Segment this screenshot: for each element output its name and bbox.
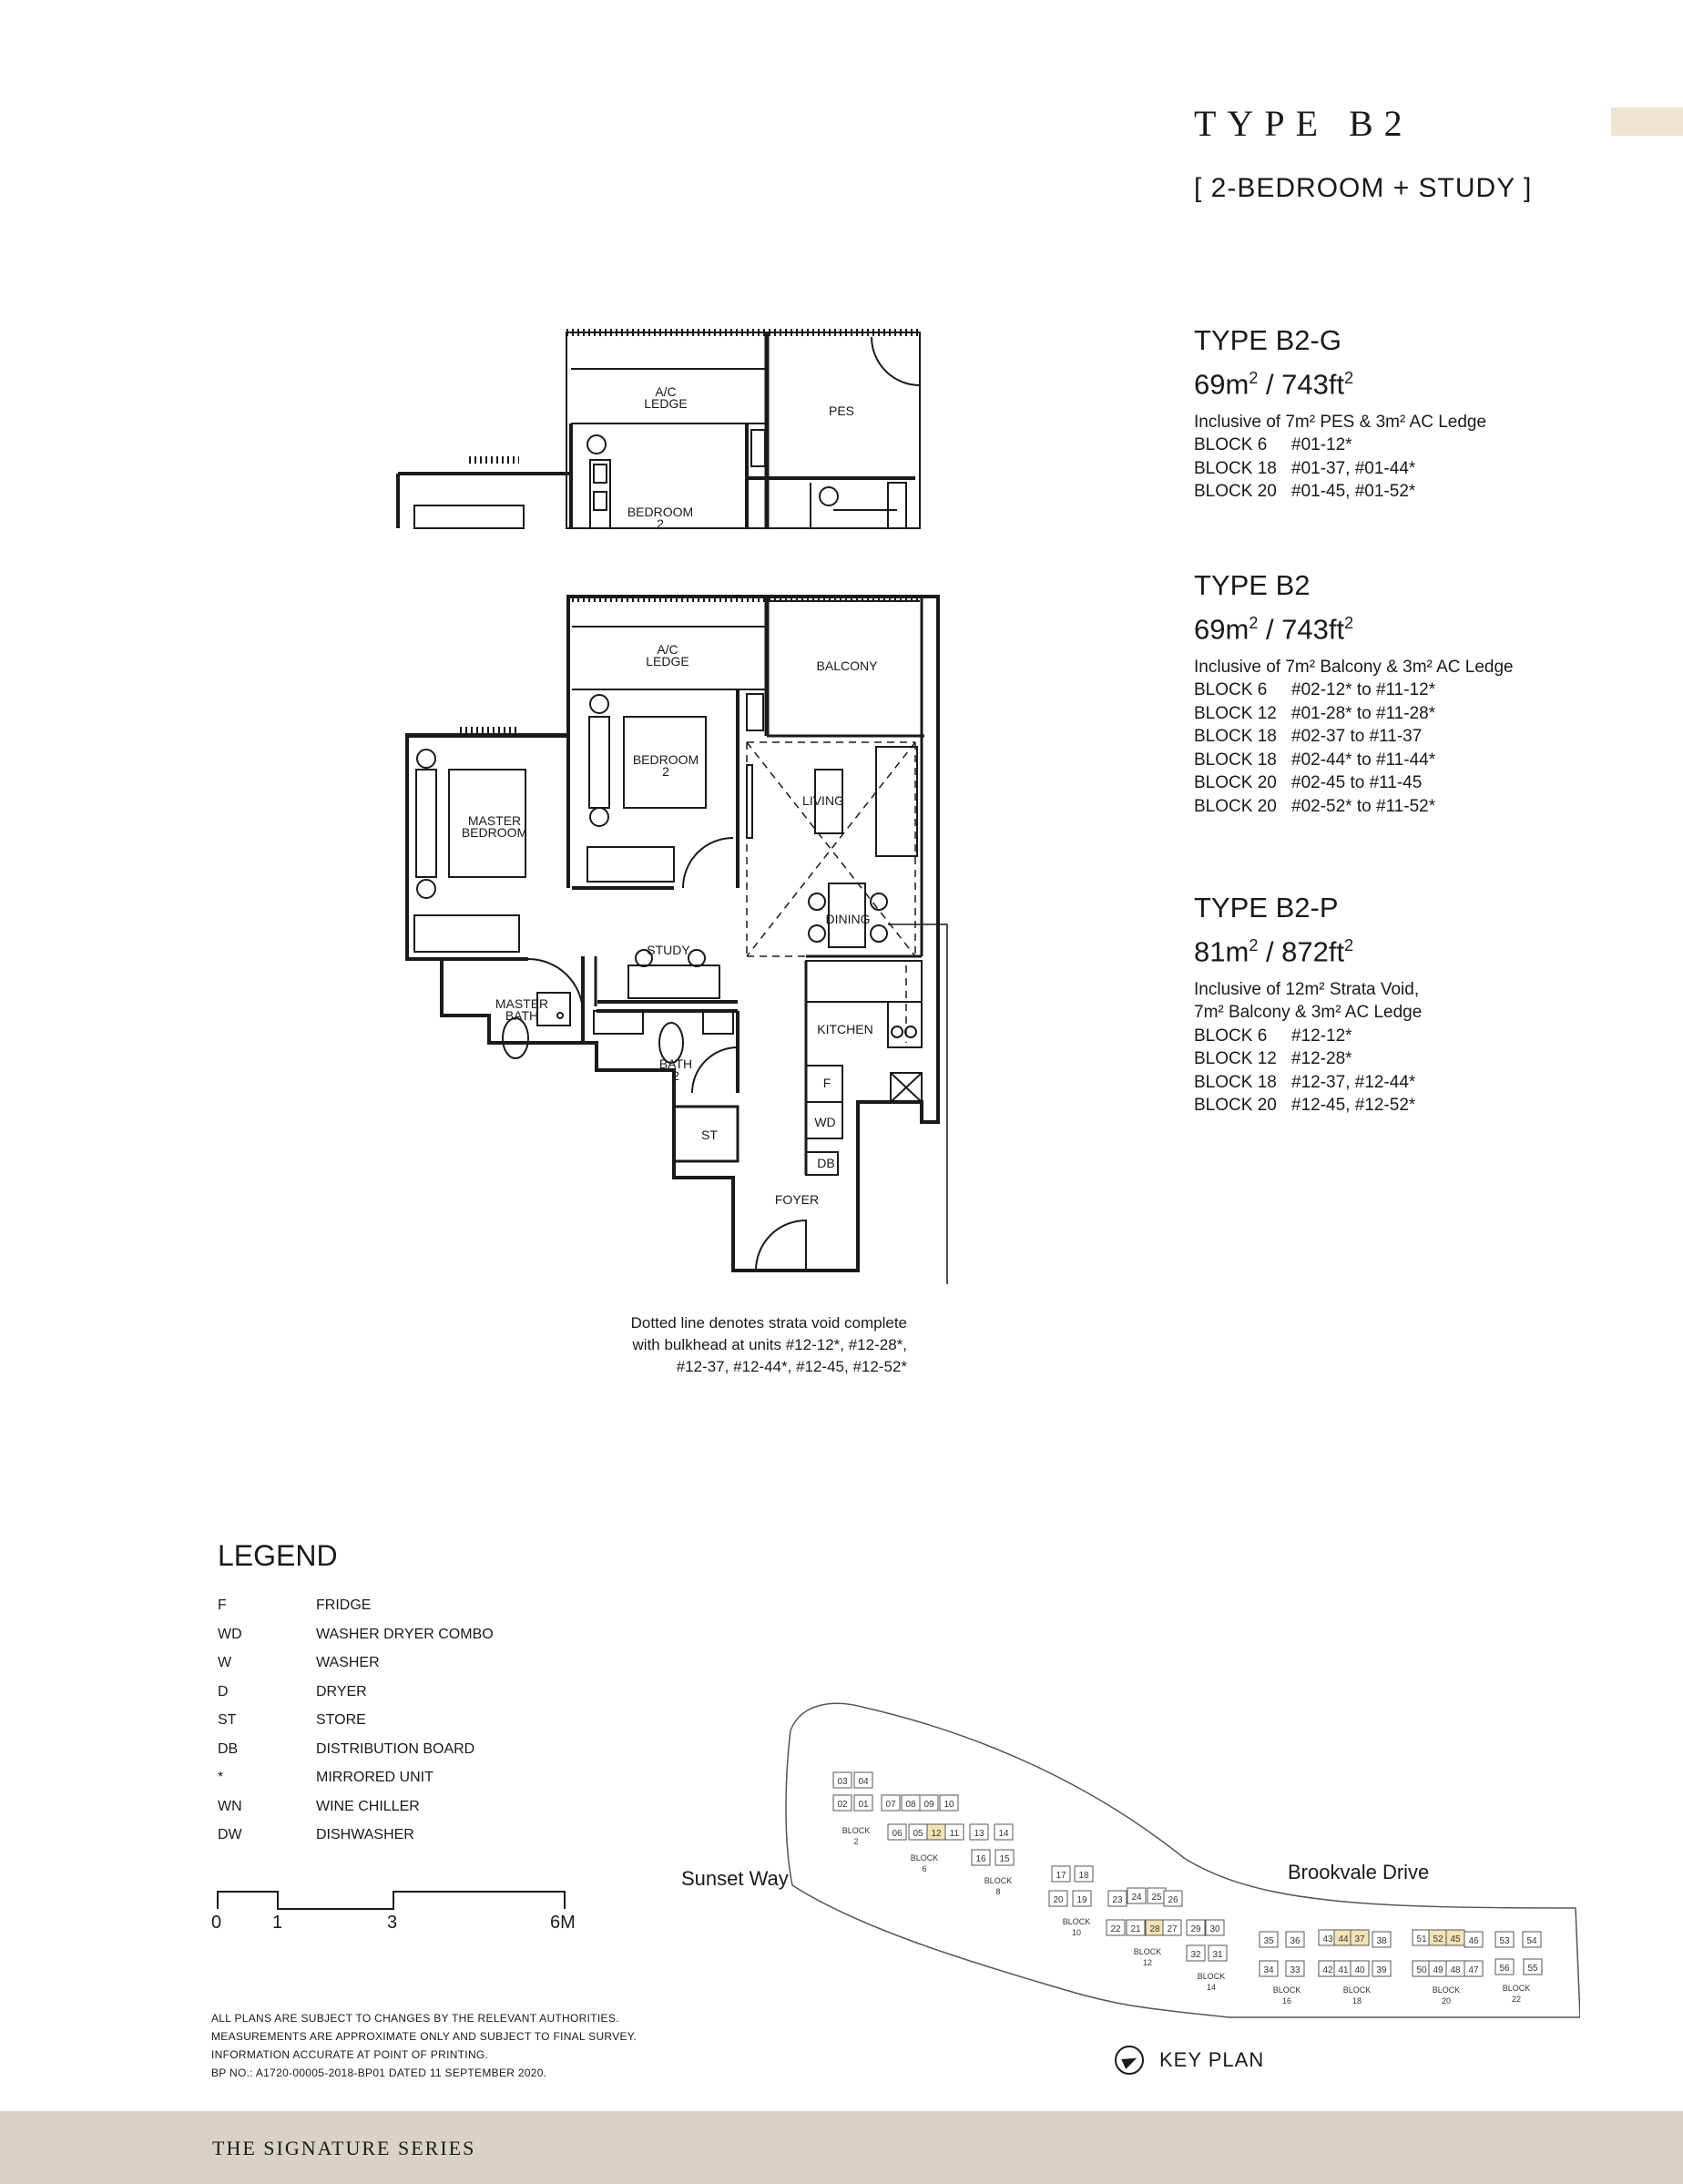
disclaimer: ALL PLANS ARE SUBJECT TO CHANGES BY THE RELEVANT AUTHORITIES. MEASUREMENTS ARE APPROXIMATE ONLY AND SUBJECT TO FINAL SURVEY. INFORMATION ACCURATE AT POINT OF PRINTING. BP NO.: A1720-00005-2018-BP01 DATED 11 SEPTEMBER 2020.: [211, 2012, 638, 2079]
scale-label: 6M: [550, 1913, 576, 1933]
svg-text:16: 16: [975, 1854, 986, 1864]
key-plan-block-label: BLOCK: [910, 1853, 939, 1863]
variant-name: TYPE B2: [1194, 569, 1311, 601]
key-plan-unit: [1073, 1891, 1091, 1906]
key-plan-block-label: 20: [1441, 1996, 1452, 2005]
key-plan-unit: [1372, 1932, 1391, 1947]
variant-row: BLOCK 18 #12-37, #12-44*: [1194, 1072, 1416, 1092]
svg-text:53: 53: [1499, 1936, 1510, 1946]
svg-text:22: 22: [1110, 1924, 1121, 1934]
legend-desc: WINE CHILLER: [316, 1799, 420, 1814]
road-label: Brookvale Drive: [1288, 1861, 1430, 1883]
svg-text:37: 37: [1354, 1934, 1365, 1944]
road-label: Sunset Way: [681, 1867, 789, 1890]
svg-text:10: 10: [944, 1800, 954, 1810]
key-plan-unit: [1446, 1961, 1464, 1976]
room-label: BATH: [505, 1008, 539, 1023]
key-plan-block-label: 16: [1281, 1996, 1292, 2005]
variant-name: TYPE B2-P: [1194, 892, 1339, 924]
svg-text:06: 06: [892, 1829, 903, 1839]
variant-b2-g: [1194, 324, 1486, 504]
room-label: BEDROOM: [627, 505, 694, 519]
svg-text:07: 07: [885, 1800, 896, 1810]
key-plan-unit: [1372, 1961, 1391, 1976]
svg-text:45: 45: [1450, 1934, 1461, 1944]
variant-row: BLOCK 20 #02-45 to #11-45: [1194, 773, 1423, 793]
svg-text:19: 19: [1076, 1895, 1087, 1905]
svg-text:49: 49: [1433, 1965, 1443, 1975]
svg-text:32: 32: [1190, 1950, 1201, 1960]
legend-desc: WASHER: [316, 1655, 380, 1670]
svg-text:46: 46: [1468, 1936, 1479, 1946]
key-plan-unit: [1127, 1920, 1145, 1935]
svg-text:54: 54: [1526, 1936, 1537, 1946]
svg-text:43: 43: [1322, 1934, 1333, 1944]
variant-b2: [1194, 569, 1514, 818]
svg-text:52: 52: [1433, 1934, 1443, 1944]
room-label: WD: [814, 1115, 836, 1129]
key-plan-unit: [1429, 1961, 1447, 1976]
svg-text:25: 25: [1151, 1893, 1162, 1903]
plan-ground-variant: [398, 332, 920, 528]
svg-text:48: 48: [1450, 1965, 1461, 1975]
key-plan-block-label: BLOCK: [984, 1876, 1013, 1885]
legend-code: D: [218, 1684, 229, 1699]
key-plan-block-label: BLOCK: [1062, 1917, 1091, 1926]
svg-text:26: 26: [1168, 1895, 1178, 1905]
key-plan-unit: [1146, 1920, 1164, 1935]
room-label: A/C: [655, 384, 677, 399]
variant-row: BLOCK 12 #01-28* to #11-28*: [1194, 703, 1436, 723]
variant-row: BLOCK 20 #12-45, #12-52*: [1194, 1096, 1416, 1116]
scale-label: 1: [272, 1913, 283, 1933]
svg-text:15: 15: [999, 1854, 1010, 1864]
key-plan-unit: [1148, 1888, 1166, 1903]
key-plan-unit: [833, 1795, 852, 1811]
key-plan-unit: [854, 1772, 872, 1788]
key-plan-label: KEY PLAN: [1159, 2048, 1265, 2071]
room-label: MASTER: [495, 996, 549, 1011]
key-plan-unit: [1334, 1961, 1352, 1976]
legend-code: ST: [218, 1712, 237, 1728]
room-label: DINING: [825, 912, 871, 926]
room-label: BEDROOM: [632, 752, 699, 767]
variant-row: BLOCK 12 #12-28*: [1194, 1049, 1352, 1069]
key-plan-unit: [970, 1824, 988, 1840]
key-plan-unit: [1127, 1888, 1146, 1903]
key-plan-unit: [1108, 1891, 1127, 1906]
legend-desc: DISTRIBUTION BOARD: [316, 1741, 475, 1757]
legend-code: WN: [218, 1799, 242, 1814]
key-plan-unit: [854, 1795, 872, 1811]
variant-note: Inclusive of 7m² Balcony & 3m² AC Ledge: [1194, 658, 1514, 678]
key-plan-block-label: 12: [1142, 1958, 1153, 1967]
variant-row: BLOCK 18 #02-44* to #11-44*: [1194, 750, 1436, 770]
key-plan-unit: [1464, 1932, 1483, 1947]
key-plan-unit: [1164, 1891, 1182, 1906]
svg-text:17: 17: [1056, 1871, 1066, 1881]
key-plan-unit: [1334, 1930, 1352, 1945]
key-plan-unit: [972, 1850, 990, 1865]
key-plan-unit: [888, 1824, 906, 1840]
room-label: PES: [828, 403, 855, 418]
key-plan-block-label: 8: [995, 1887, 1001, 1896]
key-plan-unit: [1351, 1930, 1369, 1945]
legend-desc: STORE: [316, 1712, 366, 1728]
footer-brand: THE SIGNATURE SERIES: [212, 2137, 476, 2159]
page-subtitle: [ 2-BEDROOM + STUDY ]: [1194, 173, 1533, 203]
key-plan-unit: [920, 1795, 938, 1811]
svg-text:27: 27: [1167, 1924, 1178, 1934]
legend-desc: WASHER DRYER COMBO: [316, 1627, 494, 1642]
key-plan-unit: [1495, 1959, 1514, 1975]
key-plan-block-label: 6: [922, 1864, 927, 1873]
key-plan-block-label: BLOCK: [1432, 1985, 1461, 1995]
key-plan-unit: [994, 1824, 1013, 1840]
key-plan-unit: [909, 1824, 927, 1840]
variant-row: BLOCK 18 #01-37, #01-44*: [1194, 458, 1416, 478]
legend-code: WD: [218, 1627, 242, 1642]
svg-text:18: 18: [1078, 1871, 1089, 1881]
key-plan-unit: [902, 1795, 920, 1811]
svg-text:23: 23: [1112, 1895, 1123, 1905]
key-plan-block-label: BLOCK: [1272, 1985, 1301, 1995]
room-label: LIVING: [802, 793, 844, 808]
variant-area: $69m^2 / 743ft^2$: [1194, 613, 1354, 646]
variant-row: BLOCK 6 #12-12*: [1194, 1026, 1352, 1046]
key-plan-unit: [1187, 1920, 1205, 1935]
legend-desc: MIRRORED UNIT: [316, 1770, 434, 1785]
svg-text:29: 29: [1190, 1924, 1201, 1934]
legend-code: DB: [218, 1741, 239, 1757]
svg-text:09: 09: [923, 1800, 934, 1810]
key-plan-unit: [1107, 1920, 1125, 1935]
key-plan-unit: [1286, 1961, 1304, 1976]
svg-text:51: 51: [1416, 1934, 1427, 1944]
room-label: F: [822, 1076, 831, 1090]
legend-desc: FRIDGE: [316, 1597, 372, 1613]
room-label: 2: [662, 764, 669, 779]
key-plan-unit: [833, 1772, 852, 1788]
key-plan-unit: [1429, 1930, 1447, 1945]
variant-row: BLOCK 18 #02-37 to #11-37: [1194, 727, 1423, 747]
key-plan-unit: [940, 1795, 958, 1811]
variant-area: $81m^2 / 872ft^2$: [1194, 935, 1354, 968]
key-plan-unit: [1260, 1961, 1278, 1976]
svg-text:21: 21: [1130, 1924, 1141, 1934]
svg-text:33: 33: [1290, 1965, 1300, 1975]
svg-text:01: 01: [858, 1800, 869, 1810]
key-plan-unit: [1286, 1932, 1304, 1947]
room-label: LEDGE: [646, 654, 689, 668]
svg-text:05: 05: [913, 1829, 923, 1839]
svg-text:04: 04: [858, 1777, 869, 1787]
floor-plan: [382, 319, 965, 1284]
legend-desc: DRYER: [316, 1684, 367, 1699]
key-plan-unit: [927, 1824, 945, 1840]
svg-text:41: 41: [1338, 1965, 1349, 1975]
room-label: BALCONY: [816, 658, 878, 673]
scale-label: 0: [211, 1913, 222, 1933]
variant-note: Inclusive of 7m² PES & 3m² AC Ledge: [1194, 413, 1487, 433]
svg-text:24: 24: [1131, 1893, 1142, 1903]
svg-text:38: 38: [1376, 1936, 1387, 1946]
variant-area: $69m^2 / 743ft^2$: [1194, 368, 1354, 401]
key-plan-block-label: 2: [853, 1837, 859, 1846]
svg-text:20: 20: [1053, 1895, 1064, 1905]
key-plan-block-label: BLOCK: [1133, 1947, 1162, 1956]
key-plan-unit: [945, 1824, 964, 1840]
section-tab: [1611, 107, 1683, 136]
legend-desc: DISHWASHER: [316, 1827, 414, 1842]
variant-row: BLOCK 6 #01-12*: [1194, 435, 1352, 455]
key-plan-block-label: BLOCK: [1342, 1985, 1372, 1995]
svg-text:13: 13: [974, 1829, 984, 1839]
key-plan-block-label: 10: [1071, 1928, 1082, 1937]
room-label: 2: [657, 516, 664, 531]
key-plan-unit: [1446, 1930, 1464, 1945]
legend-title: LEGEND: [218, 1539, 338, 1572]
variant-row: BLOCK 20 #02-52* to #11-52*: [1194, 796, 1436, 816]
compass-icon: [1115, 2046, 1144, 2075]
room-label: MASTER: [467, 813, 522, 828]
svg-text:28: 28: [1149, 1924, 1160, 1934]
room-label: A/C: [657, 642, 678, 657]
variant-note-line: 7m² Balcony & 3m² AC Ledge: [1194, 1003, 1423, 1023]
key-plan-unit: [1163, 1920, 1181, 1935]
room-label: BEDROOM: [461, 825, 528, 840]
key-plan-unit: [1464, 1961, 1483, 1976]
key-plan-unit: [1187, 1945, 1205, 1961]
key-plan-block-label: 14: [1206, 1983, 1217, 1992]
legend-code: DW: [218, 1827, 242, 1842]
legend-code: *: [218, 1770, 224, 1785]
key-plan-unit: [1260, 1932, 1278, 1947]
svg-text:35: 35: [1263, 1936, 1274, 1946]
svg-text:44: 44: [1338, 1934, 1349, 1944]
room-label: STUDY: [647, 943, 690, 957]
room-label: DB: [817, 1156, 835, 1170]
variant-row: BLOCK 6 #02-12* to #11-12*: [1194, 680, 1436, 700]
variant-name: TYPE B2-G: [1194, 324, 1341, 356]
key-plan-unit: [1413, 1961, 1431, 1976]
svg-text:55: 55: [1527, 1964, 1538, 1974]
plan-main: [407, 597, 938, 1271]
room-label: FOYER: [774, 1192, 820, 1207]
room-label: LEDGE: [644, 396, 688, 411]
key-plan-block-label: BLOCK: [842, 1826, 871, 1835]
key-plan-unit: [1052, 1866, 1070, 1882]
variant-row: BLOCK 20 #01-45, #01-52*: [1194, 482, 1416, 502]
key-plan: [669, 1689, 1580, 2036]
svg-text:47: 47: [1468, 1965, 1479, 1975]
svg-text:34: 34: [1263, 1965, 1274, 1975]
svg-text:08: 08: [905, 1800, 916, 1810]
key-plan-unit: [1524, 1959, 1542, 1975]
svg-text:12: 12: [931, 1829, 942, 1839]
room-label: ST: [701, 1128, 718, 1142]
svg-text:03: 03: [837, 1777, 848, 1787]
variant-b2-p: [1194, 892, 1422, 1118]
key-plan-unit: [1495, 1932, 1514, 1947]
key-plan-unit: [995, 1850, 1014, 1865]
svg-text:40: 40: [1354, 1965, 1365, 1975]
key-plan-unit: [1206, 1920, 1224, 1935]
legend-code: F: [218, 1597, 227, 1613]
page-title: TYPE B2: [1194, 103, 1413, 144]
svg-text:39: 39: [1376, 1965, 1387, 1975]
variant-note: Inclusive of 12m² Strata Void,: [1194, 980, 1420, 1000]
scale-bar: [209, 1882, 574, 1913]
strata-void-lines: [747, 742, 915, 1043]
key-plan-block-label: 22: [1511, 1995, 1522, 2004]
key-plan-block-label: 18: [1352, 1996, 1362, 2005]
key-plan-unit: [882, 1795, 900, 1811]
key-plan-unit: [1049, 1891, 1067, 1906]
room-label: KITCHEN: [817, 1022, 873, 1036]
key-plan-unit: [1523, 1932, 1541, 1947]
svg-text:36: 36: [1290, 1936, 1300, 1946]
room-label: 2: [672, 1068, 679, 1083]
svg-text:14: 14: [998, 1829, 1009, 1839]
key-plan-unit: [1209, 1945, 1227, 1961]
svg-text:11: 11: [949, 1829, 960, 1839]
scale-label: 3: [387, 1913, 398, 1933]
key-plan-unit: [1075, 1866, 1093, 1882]
svg-text:30: 30: [1209, 1924, 1220, 1934]
key-plan-unit: [1351, 1961, 1369, 1976]
legend-code: W: [218, 1655, 232, 1670]
svg-text:50: 50: [1416, 1965, 1427, 1975]
key-plan-block-label: BLOCK: [1502, 1984, 1531, 1993]
svg-text:02: 02: [837, 1800, 848, 1810]
svg-text:42: 42: [1322, 1965, 1333, 1975]
key-plan-block-label: BLOCK: [1197, 1972, 1226, 1981]
svg-text:31: 31: [1212, 1950, 1223, 1960]
strata-note: Dotted line denotes strata void complete with bulkhead at units #12-12*, #12-28*, #12-37, #12-44*, #12-45, #12-52*: [630, 1314, 907, 1375]
svg-text:56: 56: [1499, 1964, 1510, 1974]
room-label: BATH: [658, 1056, 693, 1071]
key-plan-unit: [1413, 1930, 1431, 1945]
